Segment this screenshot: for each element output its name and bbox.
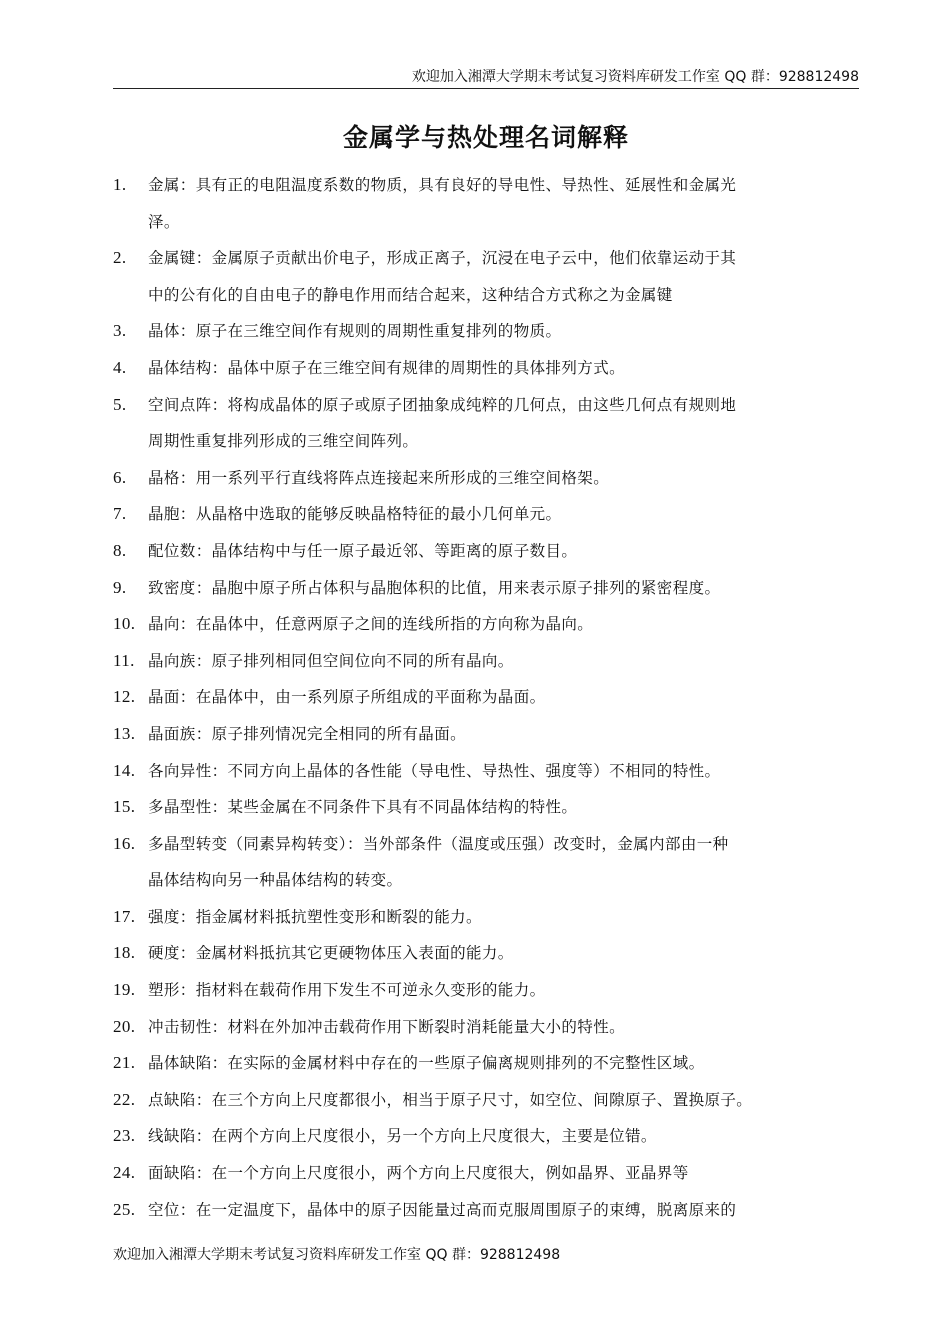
- term-item: [113, 606, 873, 643]
- term-text-line: 冲击韧性：材料在外加冲击载荷作用下断裂时消耗能量大小的特性。: [148, 1017, 626, 1036]
- term-number: 22.: [113, 1089, 136, 1109]
- term-number: 25.: [113, 1199, 136, 1219]
- term-text-line: 晶格：用一系列平行直线将阵点连接起来所形成的三维空间格架。: [148, 468, 610, 487]
- term-text-line: 配位数：晶体结构中与任一原子最近邻、等距离的原子数目。: [148, 541, 578, 560]
- term-item: [113, 716, 873, 753]
- term-item: [113, 460, 873, 497]
- term-number: 3.: [113, 321, 127, 341]
- term-text-line: 塑形：指材料在载荷作用下发生不可逆永久变形的能力。: [148, 981, 546, 1000]
- term-text-line: 线缺陷：在两个方向上尺度很小，另一个方向上尺度很大，主要是位错。: [148, 1127, 657, 1146]
- term-item: [113, 1009, 873, 1046]
- term-text-line: 晶向：在晶体中，任意两原子之间的连线所指的方向称为晶向。: [148, 615, 594, 634]
- term-number: 24.: [113, 1163, 136, 1183]
- term-item: [113, 167, 873, 240]
- term-text-line: 致密度：晶胞中原子所占体积与晶胞体积的比值，用来表示原子排列的紧密程度。: [148, 578, 721, 597]
- term-number: 8.: [113, 540, 127, 560]
- term-text-line: 金属键：金属原子贡献出价电子，形成正离子，沉浸在电子云中，他们依靠运动于其: [148, 249, 737, 268]
- term-number: 11.: [113, 650, 135, 670]
- term-text-line: 空间点阵：将构成晶体的原子或原子团抽象成纯粹的几何点，由这些几何点有规则地: [148, 395, 737, 414]
- term-item: [113, 387, 873, 460]
- term-text-line: 周期性重复排列形成的三维空间阵列。: [148, 432, 419, 451]
- term-text-line: 中的公有化的自由电子的静电作用而结合起来，这种结合方式称之为金属键: [148, 285, 673, 304]
- term-item: [113, 350, 873, 387]
- page-header: [113, 66, 859, 89]
- term-text-line: 多晶型转变（同素异构转变）：当外部条件（温度或压强）改变时，金属内部由一种: [148, 834, 729, 853]
- term-item: [113, 789, 873, 826]
- term-number: 5.: [113, 394, 127, 414]
- term-text-line: 晶体：原子在三维空间作有规则的周期性重复排列的物质。: [148, 322, 562, 341]
- term-number: 14.: [113, 760, 136, 780]
- term-item: [113, 1192, 873, 1229]
- term-item: [113, 570, 873, 607]
- term-text-line: 晶向族：原子排列相同但空间位向不同的所有晶向。: [148, 651, 514, 670]
- term-item: [113, 240, 873, 313]
- term-list: [113, 167, 873, 1228]
- term-text-line: 空位：在一定温度下，晶体中的原子因能量过高而克服周围原子的束缚，脱离原来的: [148, 1200, 737, 1219]
- term-number: 15.: [113, 797, 136, 817]
- term-text-line: 多晶型性：某些金属在不同条件下具有不同晶体结构的特性。: [148, 798, 578, 817]
- term-number: 1.: [113, 175, 127, 194]
- term-number: 20.: [113, 1016, 136, 1036]
- header-text: 欢迎加入湘潭大学期末考试复习资料库研发工作室 QQ 群：928812498: [411, 69, 859, 85]
- term-item: [113, 1118, 873, 1155]
- term-number: 21.: [113, 1053, 136, 1073]
- term-number: 12.: [113, 687, 136, 707]
- term-text-line: 硬度：金属材料抵抗其它更硬物体压入表面的能力。: [148, 944, 514, 963]
- term-text-line: 晶胞：从晶格中选取的能够反映晶格特征的最小几何单元。: [148, 505, 562, 524]
- term-text-line: 晶体结构向另一种晶体结构的转变。: [148, 871, 403, 890]
- term-text-line: 泽。: [148, 212, 180, 231]
- term-number: 4.: [113, 357, 127, 377]
- term-text-line: 面缺陷：在一个方向上尺度很小，两个方向上尺度很大，例如晶界、亚晶界等: [148, 1164, 689, 1183]
- page-footer: [113, 1244, 560, 1266]
- term-item: [113, 972, 873, 1009]
- term-text-line: 晶面族：原子排列情况完全相同的所有晶面。: [148, 724, 467, 743]
- term-item: [113, 935, 873, 972]
- term-text-line: 晶体缺陷：在实际的金属材料中存在的一些原子偏离规则排列的不完整性区域。: [148, 1054, 705, 1073]
- term-text-line: 各向异性：不同方向上晶体的各性能（导电性、导热性、强度等）不相同的特性。: [148, 761, 721, 780]
- term-number: 18.: [113, 943, 136, 963]
- term-text-line: 点缺陷：在三个方向上尺度都很小，相当于原子尺寸，如空位、间隙原子、置换原子。: [148, 1090, 753, 1109]
- term-number: 23.: [113, 1126, 136, 1146]
- term-item: [113, 1082, 873, 1119]
- term-number: 6.: [113, 467, 127, 487]
- term-item: [113, 313, 873, 350]
- footer-text: 欢迎加入湘潭大学期末考试复习资料库研发工作室 QQ 群：928812498: [113, 1247, 561, 1263]
- term-number: 7.: [113, 504, 127, 524]
- term-number: 13.: [113, 723, 136, 743]
- term-item: [113, 826, 873, 899]
- term-number: 10.: [113, 614, 136, 634]
- term-item: [113, 899, 873, 936]
- term-item: [113, 1155, 873, 1192]
- document-title: 金属学与热处理名词解释: [342, 123, 629, 152]
- term-item: [113, 533, 873, 570]
- term-item: [113, 643, 873, 680]
- term-text-line: 强度：指金属材料抵抗塑性变形和断裂的能力。: [148, 907, 482, 926]
- term-number: 17.: [113, 906, 136, 926]
- term-item: [113, 496, 873, 533]
- term-text-line: 金属：具有正的电阻温度系数的物质，具有良好的导电性、导热性、延展性和金属光: [148, 176, 737, 194]
- term-number: 9.: [113, 577, 127, 597]
- term-item: [113, 753, 873, 790]
- term-text-line: 晶体结构：晶体中原子在三维空间有规律的周期性的具体排列方式。: [148, 358, 626, 377]
- term-text-line: 晶面：在晶体中，由一系列原子所组成的平面称为晶面。: [148, 688, 546, 707]
- term-number: 2.: [113, 248, 127, 268]
- term-item: [113, 1045, 873, 1082]
- term-number: 16.: [113, 833, 136, 853]
- term-number: 19.: [113, 980, 136, 1000]
- term-item: [113, 679, 873, 716]
